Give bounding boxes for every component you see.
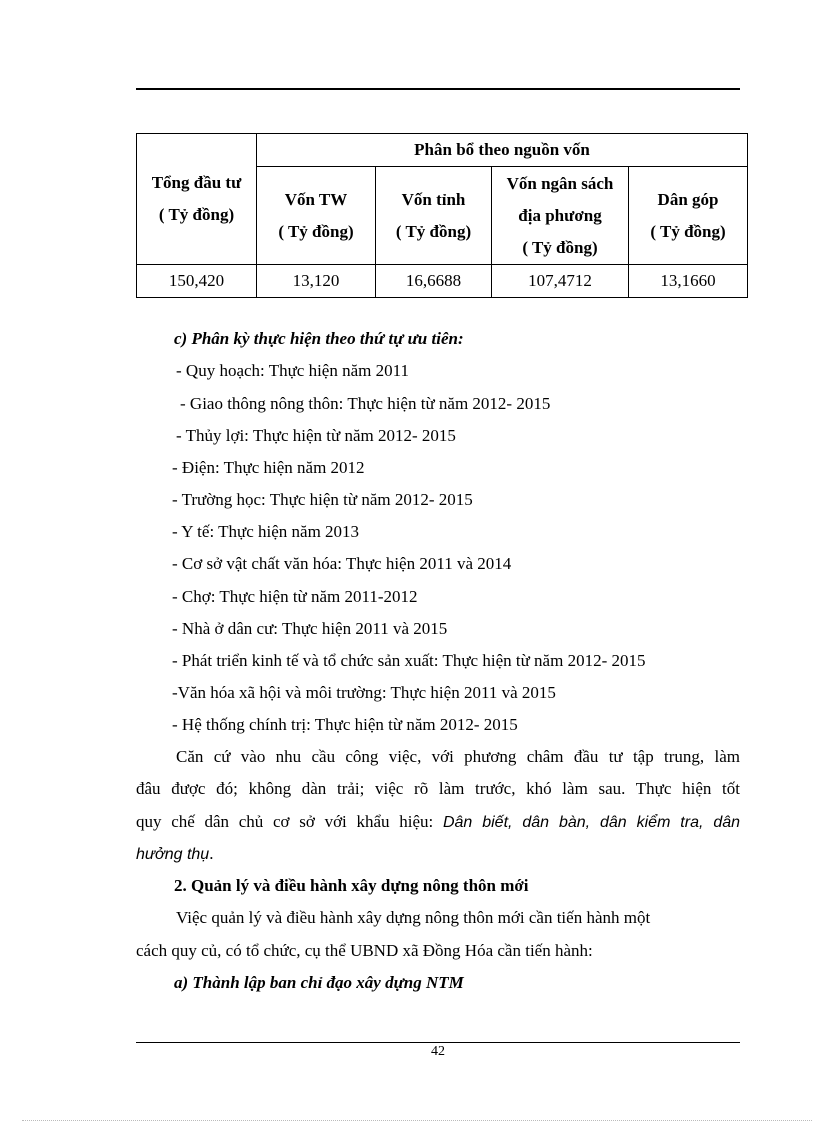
- list-item: - Nhà ở dân cư: Thực hiện 2011 và 2015: [172, 619, 448, 638]
- paragraph-line: Việc quản lý và điều hành xây dựng nông thôn mới cần tiến hành một: [176, 908, 651, 927]
- slogan-text: hưởng thụ: [136, 846, 210, 863]
- paragraph-line: cách quy củ, có tổ chức, cụ thể UBND xã Đồng Hóa cần tiến hành:: [136, 941, 593, 960]
- list-item: - Phát triển kinh tế và tổ chức sản xuất: Thực hiện từ năm 2012- 2015: [172, 651, 646, 670]
- list-item: - Cơ sở vật chất văn hóa: Thực hiện 2011 và 2014: [172, 554, 512, 573]
- page-number: 42: [431, 1044, 445, 1059]
- provincial-capital-header: Vốn tỉnh ( Tỷ đồng): [376, 167, 492, 265]
- list-item: - Trường học: Thực hiện từ năm 2012- 2015: [172, 490, 473, 509]
- paragraph-line: Căn cứ vào nhu cầu công việc, với phương châm đầu tư tập trung, làm: [176, 747, 740, 766]
- list-item: - Giao thông nông thôn: Thực hiện từ năm 2012- 2015: [180, 394, 551, 413]
- central-capital-value: 13,120: [257, 265, 376, 298]
- local-budget-value: 107,4712: [492, 265, 629, 298]
- slogan-text: Dân biết, dân bàn, dân kiểm tra, dân: [442, 814, 741, 831]
- section-c-heading: c) Phân kỳ thực hiện theo thứ tự ưu tiên:: [174, 329, 464, 348]
- page-boundary: [22, 1120, 812, 1121]
- funding-source-header: Phân bổ theo nguồn vốn: [257, 134, 748, 167]
- header-rule: [136, 88, 740, 90]
- paragraph-line: [136, 842, 213, 867]
- paragraph-text: .: [209, 844, 214, 863]
- people-contribution-header: Dân góp ( Tỷ đồng): [629, 167, 748, 265]
- central-capital-header: Vốn TW ( Tỷ đồng): [257, 167, 376, 265]
- list-item: - Điện: Thực hiện năm 2012: [172, 458, 365, 477]
- list-item: - Hệ thống chính trị: Thực hiện từ năm 2012- 2015: [172, 715, 518, 734]
- local-budget-header: Vốn ngân sách địa phương ( Tỷ đồng): [492, 167, 629, 265]
- total-investment-value: 150,420: [137, 265, 257, 298]
- paragraph-text: quy chế dân chủ cơ sở với khẩu hiệu:: [136, 812, 434, 831]
- list-item: - Thủy lợi: Thực hiện từ năm 2012- 2015: [176, 426, 456, 445]
- people-contribution-value: 13,1660: [629, 265, 748, 298]
- list-item: - Y tế: Thực hiện năm 2013: [172, 522, 360, 541]
- provincial-capital-value: 16,6688: [376, 265, 492, 298]
- paragraph-line: đâu được đó; không dàn trải; việc rõ làm trước, khó làm sau. Thực hiện tốt: [136, 779, 740, 798]
- subsection-a-heading: a) Thành lập ban chỉ đạo xây dựng NTM: [174, 973, 464, 992]
- investment-table: [136, 133, 748, 298]
- list-item: - Chợ: Thực hiện từ năm 2011-2012: [172, 587, 418, 606]
- section-2-heading: 2. Quản lý và điều hành xây dựng nông thôn mới: [174, 876, 529, 895]
- paragraph-line: [136, 810, 740, 835]
- list-item: - Quy hoạch: Thực hiện năm 2011: [176, 361, 409, 380]
- list-item: -Văn hóa xã hội và môi trường: Thực hiện 2011 và 2015: [172, 683, 556, 702]
- total-investment-header: Tổng đầu tư ( Tỷ đồng): [137, 134, 257, 265]
